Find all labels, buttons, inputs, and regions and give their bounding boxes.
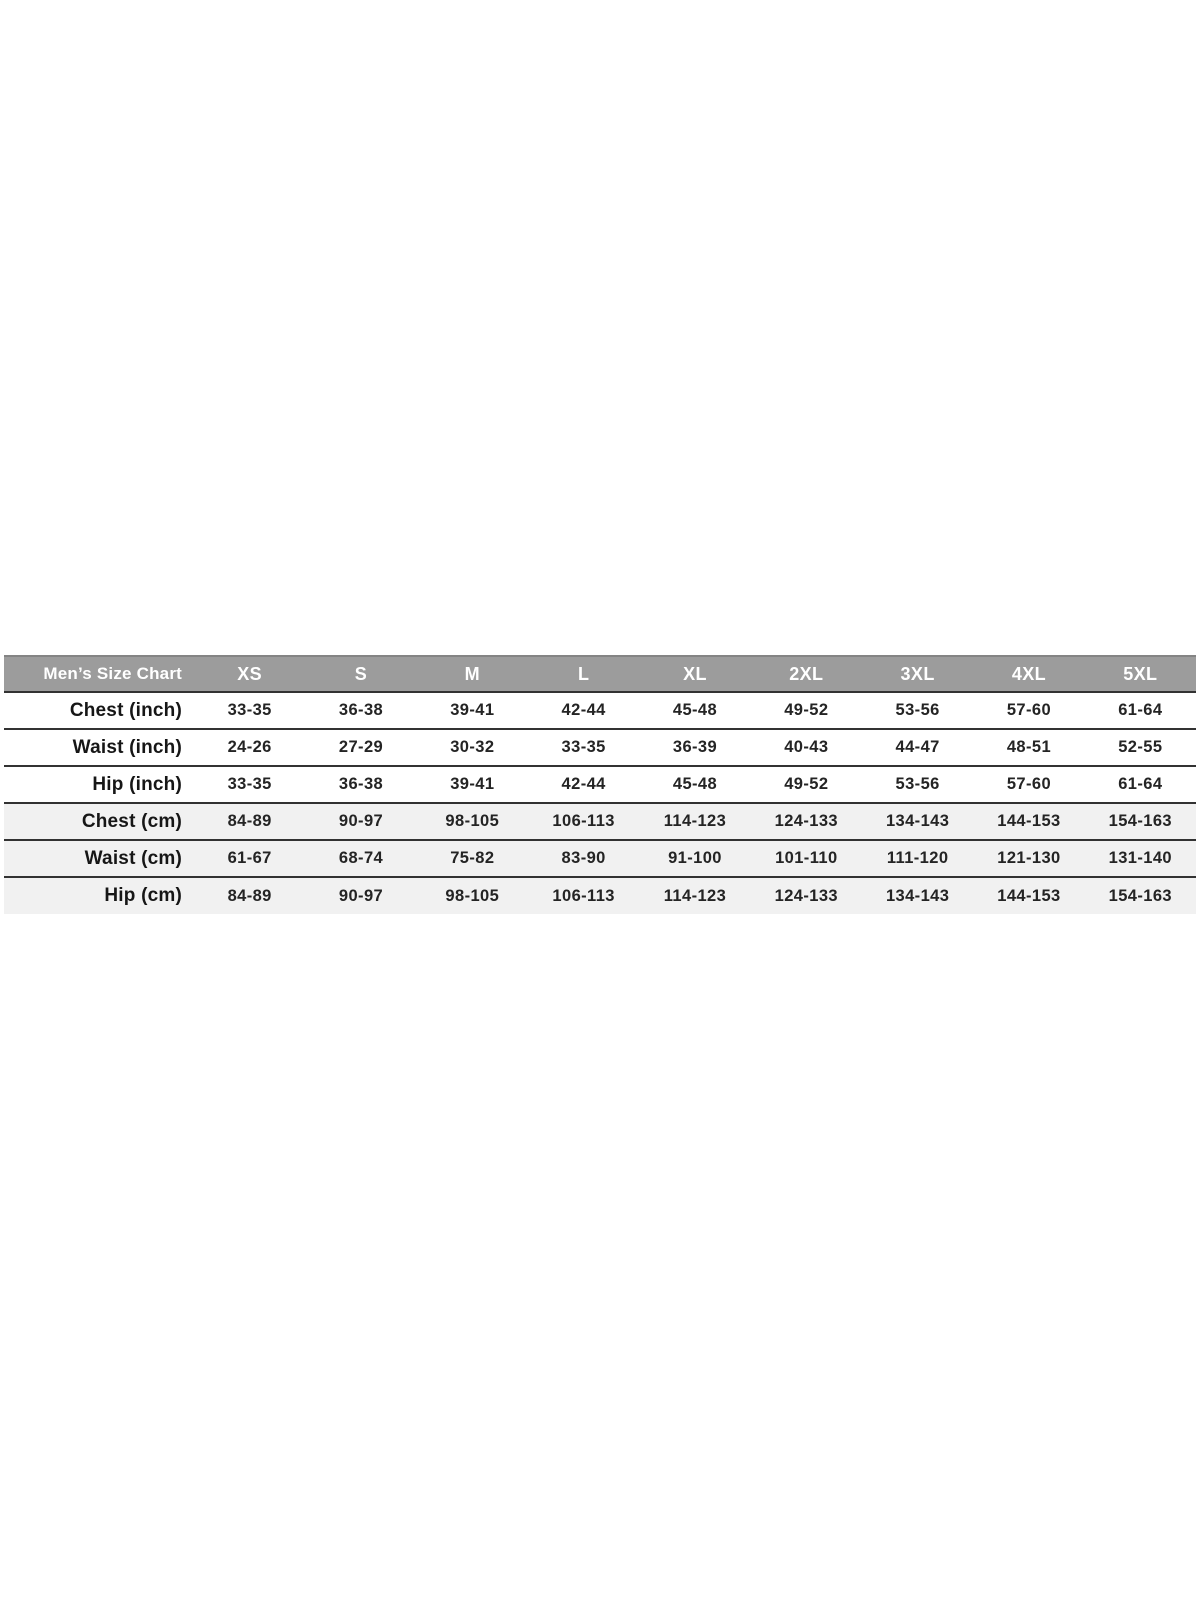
size-cell: 90-97 xyxy=(338,886,384,905)
size-cell: 106-113 xyxy=(552,886,615,905)
size-cell: 40-43 xyxy=(784,738,829,756)
row-label: Hip (cm) xyxy=(104,885,182,906)
size-cell: 49-52 xyxy=(784,775,829,793)
row-waist-inch xyxy=(4,729,1196,766)
size-cell: 33-35 xyxy=(227,775,272,793)
size-cell: 111-120 xyxy=(886,849,949,867)
size-cell: 57-60 xyxy=(1006,701,1052,719)
row-label: Hip (inch) xyxy=(92,773,182,795)
size-cell: 75-82 xyxy=(450,849,495,867)
size-cell: 53-56 xyxy=(895,701,940,719)
row-hip-cm xyxy=(4,877,1196,914)
size-cell: 61-64 xyxy=(1118,701,1163,719)
size-cell: 33-35 xyxy=(561,738,606,756)
size-cell: 36-38 xyxy=(338,701,384,719)
size-cell: 30-32 xyxy=(450,738,495,756)
size-cell: 39-41 xyxy=(450,701,495,719)
size-cell: 124-133 xyxy=(774,886,838,905)
mens-size-chart-table xyxy=(4,655,1196,914)
row-label: Chest (cm) xyxy=(81,810,182,832)
size-cell: 52-55 xyxy=(1118,738,1163,756)
size-cell: 121-130 xyxy=(997,849,1061,867)
size-cell: 98-105 xyxy=(445,886,500,905)
size-chart-header-row xyxy=(4,656,1196,692)
size-col-3xl: 3XL xyxy=(900,663,935,684)
size-col-2xl: 2XL xyxy=(789,663,824,684)
row-label: Waist (cm) xyxy=(84,847,182,869)
size-cell: 114-123 xyxy=(663,812,727,830)
size-col-xs: XS xyxy=(237,663,263,684)
size-cell: 134-143 xyxy=(885,886,950,905)
size-cell: 84-89 xyxy=(227,886,272,905)
size-cell: 144-153 xyxy=(997,812,1061,830)
size-cell: 27-29 xyxy=(338,738,384,756)
size-cell: 83-90 xyxy=(561,849,606,867)
size-cell: 84-89 xyxy=(227,812,272,830)
size-cell: 36-38 xyxy=(338,775,384,793)
size-cell: 124-133 xyxy=(774,812,838,830)
size-cell: 49-52 xyxy=(784,701,829,719)
size-cell: 114-123 xyxy=(663,886,727,905)
size-cell: 101-110 xyxy=(775,849,838,867)
size-cell: 42-44 xyxy=(561,775,606,793)
size-cell: 24-26 xyxy=(227,738,272,756)
row-chest-inch xyxy=(4,692,1196,729)
size-col-l: L xyxy=(577,663,590,684)
size-cell: 44-47 xyxy=(895,738,940,756)
size-cell: 42-44 xyxy=(561,701,606,719)
size-cell: 154-163 xyxy=(1108,812,1172,830)
size-cell: 45-48 xyxy=(672,701,718,719)
size-cell: 91-100 xyxy=(668,849,722,867)
row-label: Waist (inch) xyxy=(72,736,182,758)
row-chest-cm xyxy=(4,803,1196,840)
size-cell: 98-105 xyxy=(445,812,500,830)
row-hip-inch xyxy=(4,766,1196,803)
size-cell: 144-153 xyxy=(997,886,1061,905)
size-col-s: S xyxy=(354,663,368,684)
size-cell: 33-35 xyxy=(227,701,272,719)
size-cell: 45-48 xyxy=(672,775,718,793)
size-cell: 106-113 xyxy=(552,812,615,830)
size-cell: 53-56 xyxy=(895,775,940,793)
size-cell: 90-97 xyxy=(338,812,384,830)
size-cell: 68-74 xyxy=(338,849,384,867)
size-cell: 36-39 xyxy=(672,738,718,756)
size-cell: 61-64 xyxy=(1118,775,1163,793)
size-col-xl: XL xyxy=(683,663,707,684)
size-col-m: M xyxy=(464,663,481,684)
size-cell: 61-67 xyxy=(227,849,272,867)
row-label: Chest (inch) xyxy=(69,699,182,721)
row-waist-cm xyxy=(4,840,1196,877)
size-chart-title: Men’s Size Chart xyxy=(43,664,182,683)
size-cell: 131-140 xyxy=(1108,849,1172,867)
size-cell: 154-163 xyxy=(1108,886,1172,905)
size-cell: 134-143 xyxy=(885,812,950,830)
size-cell: 48-51 xyxy=(1006,738,1052,756)
size-cell: 39-41 xyxy=(450,775,495,793)
size-col-5xl: 5XL xyxy=(1123,663,1158,684)
size-cell: 57-60 xyxy=(1006,775,1052,793)
size-col-4xl: 4XL xyxy=(1011,663,1047,684)
